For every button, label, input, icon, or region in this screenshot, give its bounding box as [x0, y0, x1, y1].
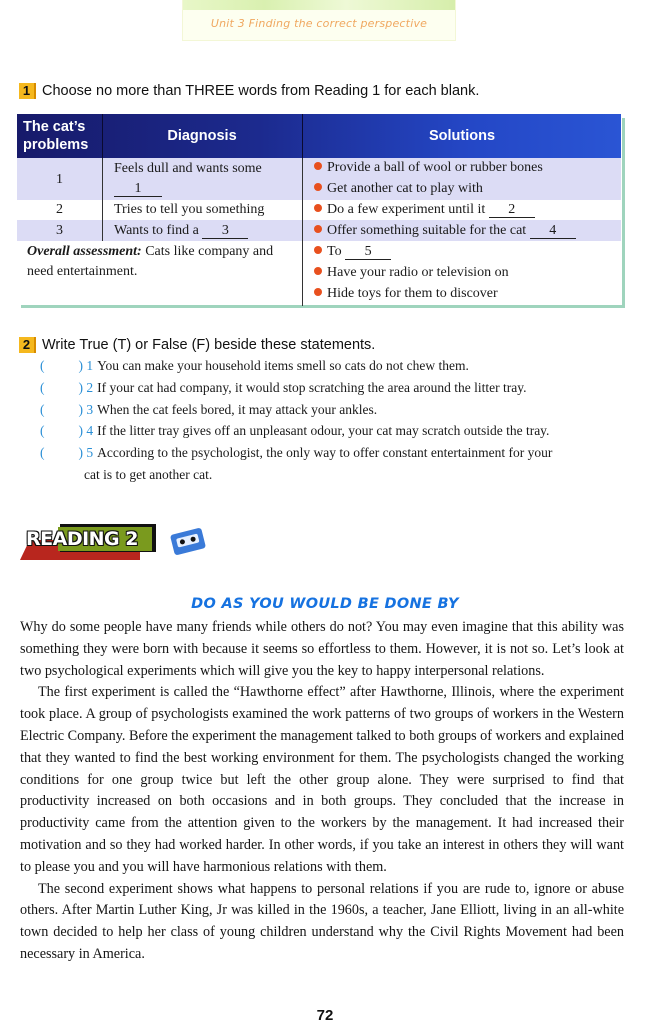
table-header — [17, 114, 621, 158]
statement-continuation: cat is to get another cat. — [84, 467, 213, 482]
answer-paren-close: ) — [78, 402, 83, 417]
solution-text: Have your radio or television on — [327, 265, 509, 280]
diagnosis-label: Feels dull and wants some — [114, 161, 262, 176]
true-false-item — [40, 443, 552, 463]
item-number: 2 — [86, 380, 94, 395]
overall-text: Cats like company and — [141, 244, 274, 259]
solution-text: To — [327, 244, 342, 259]
paragraph: The first experiment is called the “Hawthorne effect” after Hawthorne, Illinois, where the experiment took place. A group of psychologists examined the work patterns of two groups of workers in the Western Electric Company. Before the experiment the management talked to both groups of workers and explained that they wanted to find the best working environment for them. The psychologists changed the working conditions for one group twice but left the other group alone. They were surprised to find that productivity increased on both occasions and in both groups. They concluded that the increase in productivity came from the attention given to the workers by the management. It had increased their motivation and so they had worked harder. In other words, if you take an interest in others they will want to please you and you will have harmonious relations with them. — [20, 684, 624, 875]
answer-blank[interactable]: 2 — [489, 202, 535, 218]
item-number: 4 — [86, 423, 94, 438]
cat-problems-table — [17, 114, 621, 306]
answer-paren-close: ) — [78, 380, 83, 395]
solution-item — [314, 242, 391, 262]
unit-header-banner — [182, 0, 456, 41]
header-problems — [17, 114, 107, 158]
column-divider — [102, 158, 103, 241]
solution-text: Get another cat to play with — [327, 181, 483, 196]
solution-item — [314, 284, 498, 304]
bullet-icon — [314, 162, 322, 170]
bullet-icon — [314, 183, 322, 191]
diagnosis-text — [114, 221, 248, 241]
cassette-tape-icon[interactable] — [170, 527, 206, 555]
reading-body — [20, 617, 624, 966]
solution-item — [314, 200, 535, 220]
answer-paren-open[interactable]: ( — [40, 423, 45, 438]
overall-assessment-label: Overall assessment: — [27, 244, 142, 259]
answer-paren-close: ) — [78, 445, 83, 460]
overall-assessment — [27, 242, 302, 282]
reading-2-badge — [20, 524, 155, 560]
problem-number: 3 — [56, 223, 63, 238]
solution-text: Offer something suitable for the cat — [327, 223, 527, 238]
diagnosis-text: Tries to tell you something — [114, 202, 265, 217]
answer-paren-open[interactable]: ( — [40, 358, 45, 373]
true-false-item — [40, 378, 526, 398]
column-divider — [302, 158, 303, 306]
statement-text: When the cat feels bored, it may attack your ankles. — [97, 402, 378, 417]
header-diagnosis: Diagnosis — [167, 128, 237, 144]
item-number: 5 — [86, 445, 94, 460]
reading-title: DO AS YOU WOULD BE DONE BY — [191, 596, 459, 612]
solution-item — [314, 158, 543, 178]
solution-item — [314, 179, 483, 199]
solution-item — [314, 263, 509, 283]
unit-title: Unit 3 Finding the correct perspective — [210, 17, 428, 30]
solution-text: Do a few experiment until it — [327, 202, 486, 217]
exercise-number-badge: 2 — [19, 337, 36, 353]
reel-icon — [190, 536, 196, 542]
answer-paren-open[interactable]: ( — [40, 402, 45, 417]
grass-decoration — [183, 0, 455, 10]
header-solutions: Solutions — [428, 128, 496, 144]
bullet-icon — [314, 204, 322, 212]
true-false-item — [40, 421, 549, 441]
cassette-window — [176, 534, 200, 548]
exercise-1-heading — [19, 83, 479, 99]
problem-number: 1 — [56, 172, 63, 187]
statement-text: If your cat had company, it would stop scratching the area around the litter tray. — [97, 380, 527, 395]
item-number: 1 — [86, 358, 94, 373]
exercise-number-badge: 1 — [19, 83, 36, 99]
statement-text: If the litter tray gives off an unpleasant odour, your cat may scratch outside the tray. — [97, 423, 550, 438]
statement-text: You can make your household items smell so cats do not chew them. — [97, 358, 469, 373]
overall-text: need entertainment. — [27, 264, 138, 279]
exercise-2-heading — [19, 337, 375, 353]
bullet-icon — [314, 288, 322, 296]
diagnosis-label: Wants to find a — [114, 223, 199, 238]
paragraph: The second experiment shows what happens to personal relations if you are rude to, ignore or abuse others. After Martin Luther King, Jr was killed in the 1960s, a teacher, Jane Elliott, living in an all-white town decided to help her class of young children understand why the Civil Rights Movement had been necessary in America. — [20, 880, 624, 962]
diagnosis-text — [114, 159, 262, 199]
answer-blank[interactable]: 3 — [202, 223, 248, 239]
answer-blank[interactable]: 5 — [345, 244, 391, 260]
reel-icon — [179, 539, 185, 545]
header-problems-line1: The cat’s — [23, 119, 86, 135]
item-number: 3 — [86, 402, 94, 417]
exercise-2-instruction: Write True (T) or False (F) beside these statements. — [42, 337, 376, 353]
solution-item — [314, 221, 576, 241]
true-false-item — [40, 356, 469, 376]
page-number: 72 — [316, 1007, 334, 1024]
answer-paren-open[interactable]: ( — [40, 445, 45, 460]
answer-paren-open[interactable]: ( — [40, 380, 45, 395]
exercise-1-instruction: Choose no more than THREE words from Reading 1 for each blank. — [42, 83, 480, 99]
answer-paren-close: ) — [78, 358, 83, 373]
solution-text: Provide a ball of wool or rubber bones — [327, 160, 543, 175]
bullet-icon — [314, 225, 322, 233]
answer-blank[interactable]: 1 — [114, 181, 162, 197]
statement-text: According to the psychologist, the only way to offer constant entertainment for your — [97, 445, 553, 460]
paragraph: Why do some people have many friends while others do not? You may even imagine that this ability was something they were born with because it seems so effortless to them. However, it is not so. Let’s look at two psychological experiments which will give you the key to happy interpersonal relations. — [20, 619, 624, 679]
solution-text: Hide toys for them to discover — [327, 286, 498, 301]
header-problems-line2: problems — [23, 137, 89, 153]
bullet-icon — [314, 267, 322, 275]
bullet-icon — [314, 246, 322, 254]
reading-label: READING 2 — [26, 528, 138, 550]
answer-paren-close: ) — [78, 423, 83, 438]
true-false-item — [40, 400, 377, 420]
answer-blank[interactable]: 4 — [530, 223, 576, 239]
problem-number: 2 — [56, 202, 63, 217]
